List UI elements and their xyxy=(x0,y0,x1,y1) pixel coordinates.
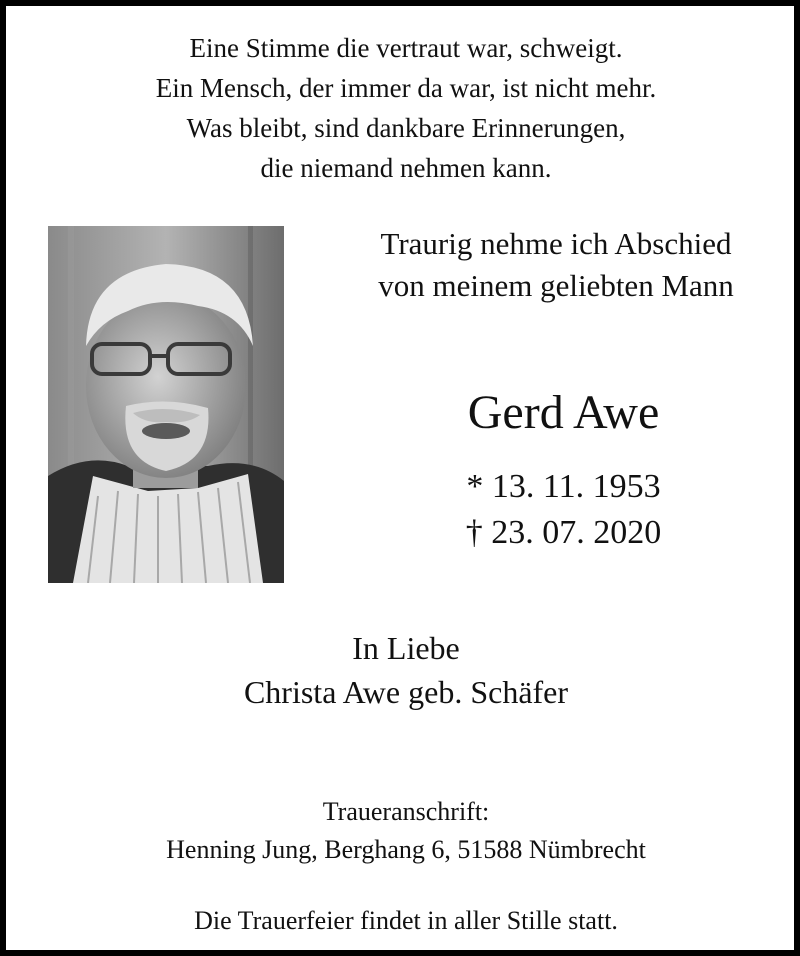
verse-line: die niemand nehmen kann. xyxy=(260,153,552,183)
portrait-photo xyxy=(48,226,284,583)
verse-line: Eine Stimme die vertraut war, schweigt. xyxy=(189,33,623,63)
verse-line: Ein Mensch, der immer da war, ist nicht mehr. xyxy=(155,73,657,103)
funeral-note: Die Trauerfeier findet in aller Stille statt. xyxy=(194,906,618,935)
memorial-verse xyxy=(6,28,800,188)
mourner-name: Christa Awe geb. Schäfer xyxy=(243,674,569,710)
intro-line: Traurig nehme ich Abschied xyxy=(380,226,732,261)
address-value: Henning Jung, Berghang 6, 51588 Nümbrecht xyxy=(166,835,646,864)
life-dates xyxy=(306,464,800,556)
intro-line: von meinem geliebten Mann xyxy=(378,268,734,303)
birth-date: * 13. 11. 1953 xyxy=(466,468,661,505)
signoff xyxy=(6,626,800,714)
mourning-address xyxy=(6,793,800,869)
death-date: † 23. 07. 2020 xyxy=(465,514,662,551)
verse-line: Was bleibt, sind dankbare Erinnerungen, xyxy=(186,113,626,143)
farewell-intro xyxy=(306,223,800,307)
address-label: Traueranschrift: xyxy=(322,797,490,826)
signoff-line: In Liebe xyxy=(352,630,460,666)
deceased-name: Gerd Awe xyxy=(467,386,660,439)
